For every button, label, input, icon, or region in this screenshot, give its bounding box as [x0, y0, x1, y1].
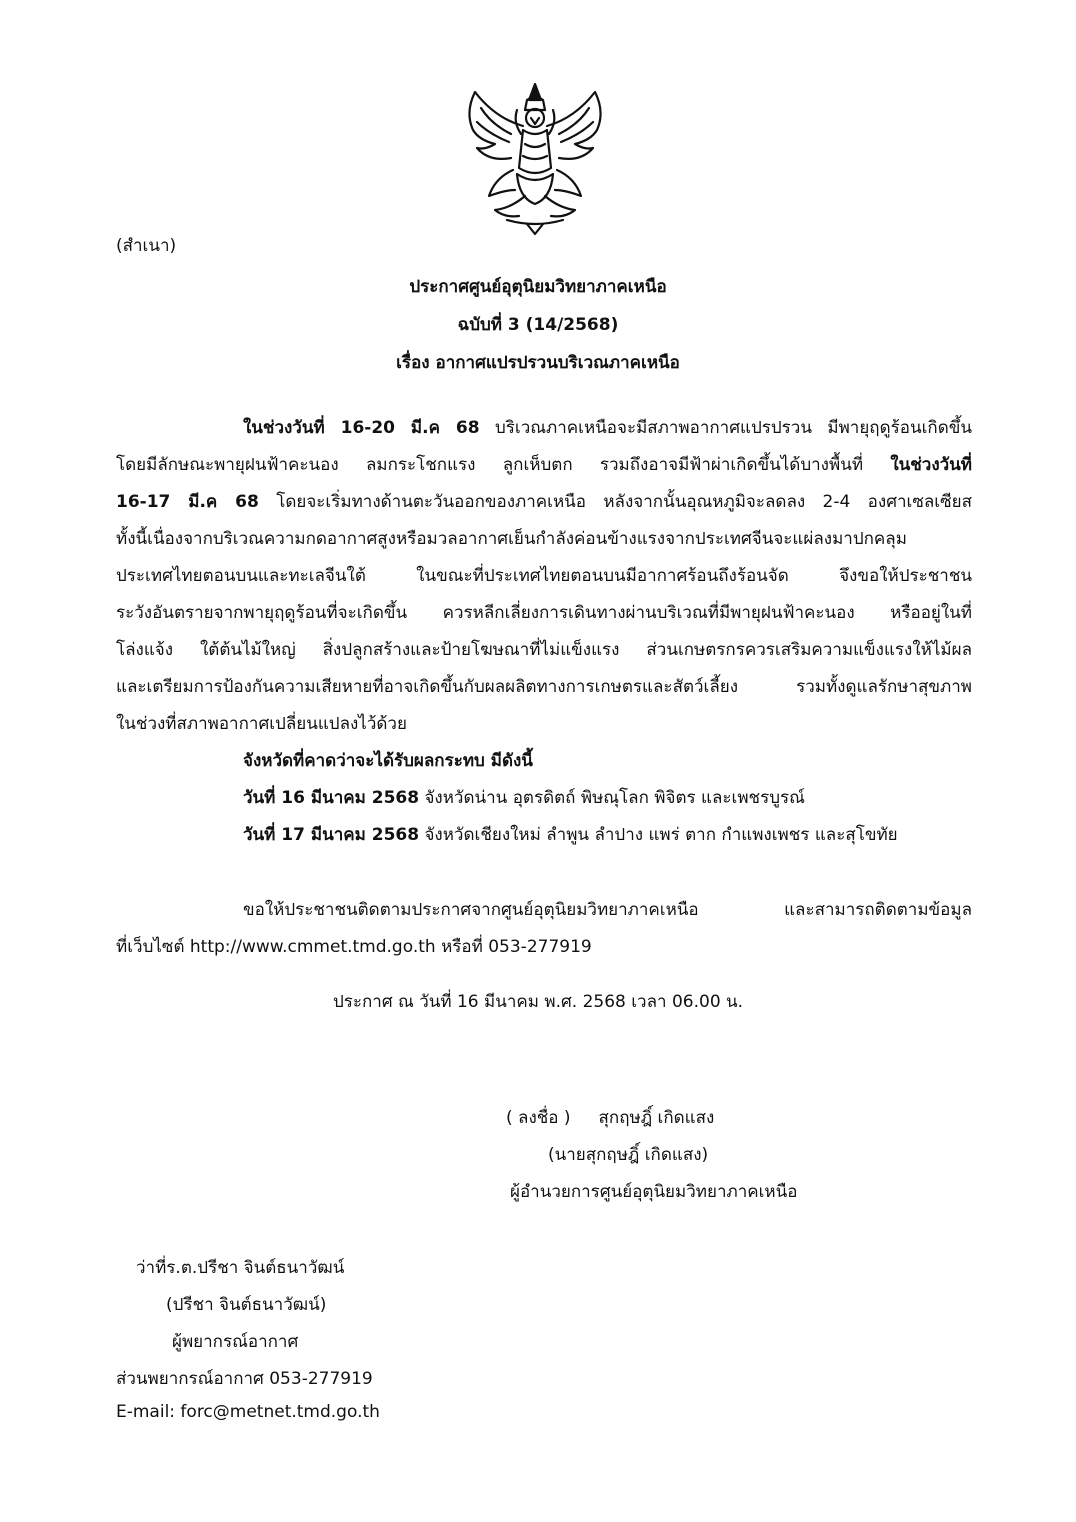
paragraph-text: โดยจะเริ่มทางด้านตะวันออกของภาคเหนือ หลังจากนั้นอุณหภูมิจะลดลง 2-4 องศาเซลเซียส — [258, 492, 972, 512]
affected-day-1-provinces: จังหวัดน่าน อุตรดิตถ์ พิษณุโลก พิจิตร และเพชรบูรณ์ — [419, 788, 805, 808]
affected-day-2-provinces: จังหวัดเชียงใหม่ ลำพูน ลำปาง แพร่ ตาก กำแพงเพชร และสุโขทัย — [419, 825, 898, 845]
copy-mark: (สำเนา) — [116, 236, 177, 256]
paragraph-line-3 — [116, 488, 972, 515]
signed-name: สุกฤษฎิ์ เกิดแสง — [598, 1108, 715, 1128]
garuda-emblem-icon — [455, 78, 615, 238]
paragraph-line-2 — [116, 451, 972, 478]
paragraph-line-4: ทั้งนี้เนื่องจากบริเวณความกดอากาศสูงหรือมวลอากาศเย็นกำลังค่อนข้างแรงจากประเทศจีนจะแผ่ลงมาปกคลุม — [116, 529, 907, 549]
document-subject: เรื่อง อากาศแปรปรวนบริเวณภาคเหนือ — [396, 353, 680, 373]
date-range-bold: ในช่วงวันที่ 16-20 มี.ค 68 — [243, 418, 480, 438]
affected-day-1-label: วันที่ 16 มีนาคม 2568 — [243, 788, 420, 808]
affected-day-2 — [243, 821, 898, 848]
forecaster-name: (ปรีชา จินต์ธนาวัฒน์) — [166, 1295, 327, 1315]
paragraph-line-1 — [243, 414, 972, 441]
paragraph-line-9: ในช่วงที่สภาพอากาศเปลี่ยนแปลงไว้ด้วย — [116, 714, 407, 734]
forecaster-title: ผู้พยากรณ์อากาศ — [172, 1332, 299, 1352]
contact-email: E-mail: forc@metnet.tmd.go.th — [116, 1402, 380, 1422]
signer-position: ผู้อำนวยการศูนย์อุตุนิยมวิทยาภาคเหนือ — [510, 1182, 798, 1202]
signer-full-name: (นายสุกฤษฎิ์ เกิดแสง) — [548, 1145, 709, 1165]
affected-day-1 — [243, 784, 805, 811]
paragraph-text: บริเวณภาคเหนือจะมีสภาพอากาศแปรปรวน มีพายุฤดูร้อนเกิดขึ้น — [479, 418, 972, 438]
forecaster-rank-name: ว่าที่ร.ต.ปรีชา จินต์ธนาวัฒน์ — [136, 1258, 345, 1278]
forecast-division-phone: ส่วนพยากรณ์อากาศ 053-277919 — [116, 1369, 373, 1389]
document-issue-number: ฉบับที่ 3 (14/2568) — [457, 315, 619, 335]
document-header — [0, 268, 1076, 382]
paragraph-line-7: โล่งแจ้ง ใต้ต้นไม้ใหญ่ สิ่งปลูกสร้างและป้ายโฆษณาที่ไม่แข็งแรง ส่วนเกษตรกรควรเสริมความแข็งแรงให้ไม้ผล — [116, 640, 972, 660]
paragraph-line-8: และเตรียมการป้องกันความเสียหายที่อาจเกิดขึ้นกับผลผลิตทางการเกษตรและสัตว์เลี้ยง รวมทั้งดูแลรักษาสุขภาพ — [116, 677, 972, 697]
paragraph-line-5: ประเทศไทยตอนบนและทะเลจีนใต้ ในขณะที่ประเทศไทยตอนบนมีอากาศร้อนถึงร้อนจัด จึงขอให้ประชาชน — [116, 566, 972, 586]
follow-up-line-2: ที่เว็บไซต์ http://www.cmmet.tmd.go.th หรือที่ 053-277919 — [116, 937, 592, 957]
period-bold: ในช่วงวันที่ — [890, 455, 972, 475]
affected-day-2-label: วันที่ 17 มีนาคม 2568 — [243, 825, 420, 845]
paragraph-line-6: ระวังอันตรายจากพายุฤดูร้อนที่จะเกิดขึ้น ควรหลีกเลี่ยงการเดินทางผ่านบริเวณที่มีพายุฝนฟ้าคะนอง หรืออยู่ในที่ — [116, 603, 972, 623]
paragraph-text: โดยมีลักษณะพายุฝนฟ้าคะนอง ลมกระโชกแรง ลูกเห็บตก รวมถึงอาจมีฟ้าผ่าเกิดขึ้นได้บางพื้นที่ — [116, 455, 891, 475]
affected-provinces-heading: จังหวัดที่คาดว่าจะได้รับผลกระทบ มีดังนี้ — [243, 751, 533, 771]
announcement-date: ประกาศ ณ วันที่ 16 มีนาคม พ.ศ. 2568 เวลา 06.00 น. — [332, 992, 744, 1012]
period-date-bold: 16-17 มี.ค 68 — [116, 492, 259, 512]
follow-up-line-1: ขอให้ประชาชนติดตามประกาศจากศูนย์อุตุนิยมวิทยาภาคเหนือ และสามารถติดตามข้อมูล — [243, 900, 972, 920]
document-title: ประกาศศูนย์อุตุนิยมวิทยาภาคเหนือ — [409, 277, 667, 297]
signed-label: ( ลงชื่อ ) — [506, 1108, 571, 1128]
signature-line — [506, 1104, 714, 1131]
